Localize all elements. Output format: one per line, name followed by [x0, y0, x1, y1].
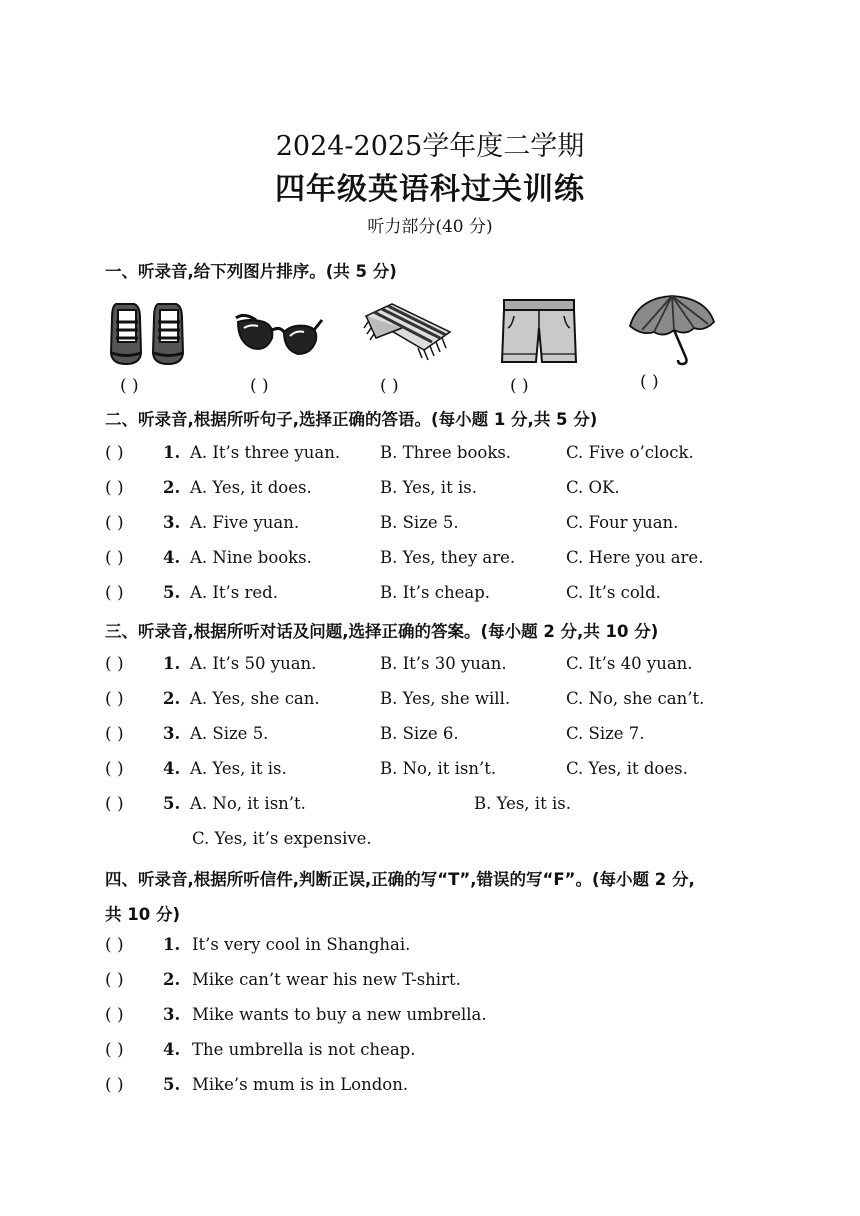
option-a: A. Yes, she can. — [190, 689, 320, 708]
option-b: B. Size 5. — [380, 513, 459, 532]
answer-blank[interactable]: ( ) — [105, 654, 124, 674]
answer-blank[interactable]: ( ) — [105, 759, 124, 779]
answer-blank[interactable]: ( ) — [105, 970, 124, 990]
option-b: B. Yes, they are. — [380, 548, 516, 567]
question-number: 4. — [163, 1040, 181, 1059]
option-c: C. Five o’clock. — [566, 443, 694, 462]
option-a: A. Yes, it is. — [190, 759, 287, 778]
list-item — [0, 935, 860, 963]
answer-blank[interactable]: ( ) — [105, 443, 124, 463]
option-c: C. It’s 40 yuan. — [566, 654, 693, 673]
answer-blank[interactable]: ( ) — [105, 513, 124, 533]
question-number: 2. — [163, 478, 181, 497]
option-c: C. Four yuan. — [566, 513, 679, 532]
section4-heading-continued: 共 10 分) — [105, 905, 180, 924]
section4-heading: 四、听录音,根据所听信件,判断正误,正确的写“T”,错误的写“F”。(每小题 2 分, — [105, 870, 695, 889]
sneakers-icon — [108, 298, 190, 370]
option-b: B. Yes, it is. — [380, 478, 477, 497]
main-title: 四年级英语科过关训练 — [275, 172, 585, 207]
statement-text: It’s very cool in Shanghai. — [192, 935, 411, 954]
list-item — [0, 513, 860, 541]
list-item — [0, 970, 860, 998]
option-a: A. Size 5. — [190, 724, 269, 743]
option-c: C. OK. — [566, 478, 620, 497]
question-number: 5. — [163, 794, 181, 813]
picture-answer-3[interactable]: ( ) — [380, 376, 399, 396]
answer-blank[interactable]: ( ) — [105, 1075, 124, 1095]
list-item — [0, 443, 860, 471]
option-b: B. No, it isn’t. — [380, 759, 497, 778]
scarf-icon — [362, 298, 454, 364]
list-item — [0, 1040, 860, 1068]
option-b: B. Yes, she will. — [380, 689, 511, 708]
list-item — [0, 794, 860, 822]
answer-blank[interactable]: ( ) — [105, 935, 124, 955]
section1-heading: 一、听录音,给下列图片排序。(共 5 分) — [105, 262, 397, 281]
question-number: 5. — [163, 583, 181, 602]
option-b: B. Size 6. — [380, 724, 459, 743]
list-item — [0, 548, 860, 576]
answer-blank[interactable]: ( ) — [105, 1005, 124, 1025]
option-c: C. Size 7. — [566, 724, 645, 743]
option-a: A. It’s three yuan. — [190, 443, 341, 462]
statement-text: Mike can’t wear his new T-shirt. — [192, 970, 461, 989]
list-item — [0, 724, 860, 752]
question-number: 2. — [163, 970, 181, 989]
option-c: C. It’s cold. — [566, 583, 661, 602]
picture-answer-2[interactable]: ( ) — [250, 376, 269, 396]
option-a: A. It’s red. — [190, 583, 278, 602]
answer-blank[interactable]: ( ) — [105, 724, 124, 744]
question-number: 1. — [163, 935, 181, 954]
list-item — [0, 1075, 860, 1103]
question-number: 1. — [163, 654, 181, 673]
section2-heading: 二、听录音,根据所听句子,选择正确的答语。(每小题 1 分,共 5 分) — [105, 410, 598, 429]
option-a: A. It’s 50 yuan. — [190, 654, 317, 673]
question-number: 4. — [163, 759, 181, 778]
year-title: 2024-2025学年度二学期 — [275, 131, 585, 162]
answer-blank[interactable]: ( ) — [105, 548, 124, 568]
list-item — [0, 478, 860, 506]
list-item — [0, 1005, 860, 1033]
umbrella-icon — [624, 292, 716, 370]
shorts-icon — [500, 298, 578, 366]
question-number: 2. — [163, 689, 181, 708]
option-a: A. No, it isn’t. — [190, 794, 306, 813]
answer-blank[interactable]: ( ) — [105, 794, 124, 814]
option-c: C. Yes, it does. — [566, 759, 688, 778]
question-number: 4. — [163, 548, 181, 567]
question-number: 3. — [163, 724, 181, 743]
option-a: A. Yes, it does. — [190, 478, 312, 497]
list-item — [0, 654, 860, 682]
section3-heading: 三、听录音,根据所听对话及问题,选择正确的答案。(每小题 2 分,共 10 分) — [105, 622, 659, 641]
question-number: 5. — [163, 1075, 181, 1094]
option-a: A. Five yuan. — [190, 513, 300, 532]
answer-blank[interactable]: ( ) — [105, 583, 124, 603]
list-item — [0, 583, 860, 611]
question-number: 3. — [163, 513, 181, 532]
sunglasses-icon — [234, 298, 324, 366]
list-item — [0, 759, 860, 787]
statement-text: The umbrella is not cheap. — [192, 1040, 416, 1059]
answer-blank[interactable]: ( ) — [105, 689, 124, 709]
list-item — [0, 689, 860, 717]
question-number: 1. — [163, 443, 181, 462]
subtitle: 听力部分(40 分) — [367, 217, 493, 237]
option-b: B. It’s cheap. — [380, 583, 490, 602]
answer-blank[interactable]: ( ) — [105, 1040, 124, 1060]
option-c: C. Here you are. — [566, 548, 704, 567]
statement-text: Mike wants to buy a new umbrella. — [192, 1005, 487, 1024]
question-number: 3. — [163, 1005, 181, 1024]
picture-answer-4[interactable]: ( ) — [510, 376, 529, 396]
option-b: B. It’s 30 yuan. — [380, 654, 507, 673]
statement-text: Mike’s mum is in London. — [192, 1075, 409, 1094]
picture-answer-1[interactable]: ( ) — [120, 376, 139, 396]
option-b: B. Yes, it is. — [474, 794, 571, 813]
option-c: C. No, she can’t. — [566, 689, 705, 708]
option-c: C. Yes, it’s expensive. — [192, 829, 372, 848]
option-a: A. Nine books. — [190, 548, 312, 567]
answer-blank[interactable]: ( ) — [105, 478, 124, 498]
picture-answer-5[interactable]: ( ) — [640, 372, 659, 392]
list-item-continuation — [0, 829, 860, 857]
option-b: B. Three books. — [380, 443, 512, 462]
